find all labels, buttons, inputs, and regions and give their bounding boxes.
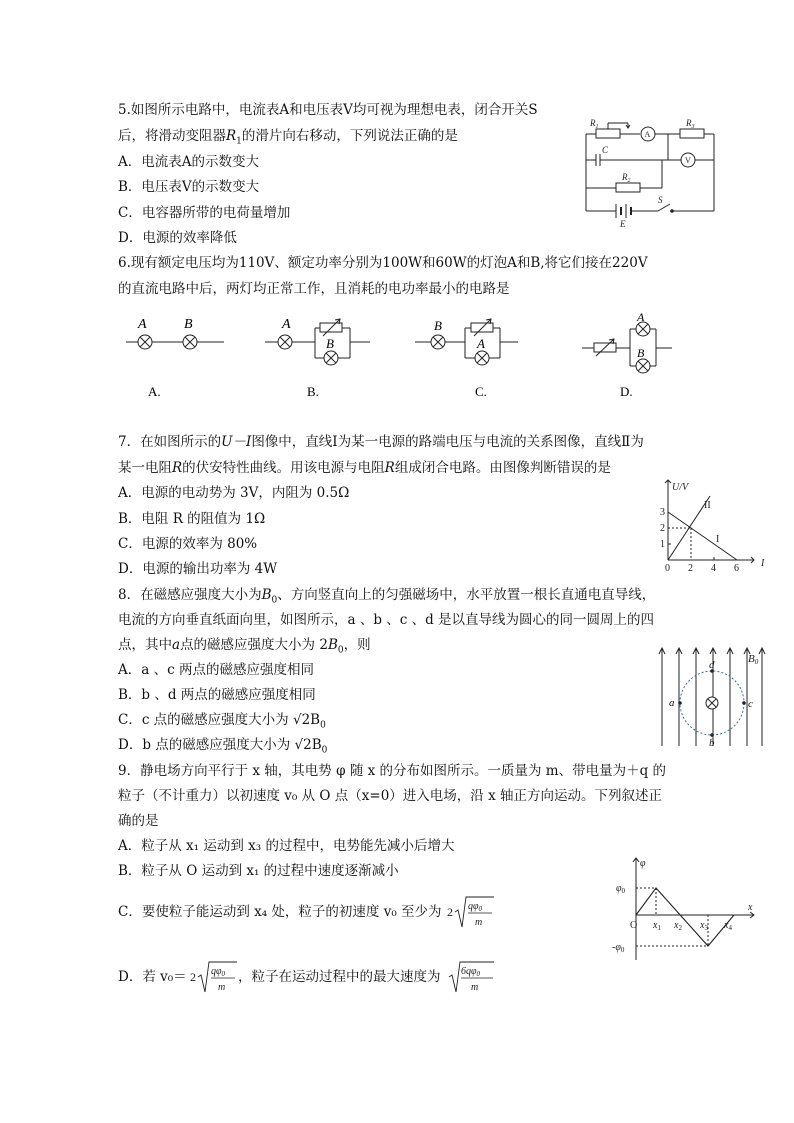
q7-ytick-1: 1	[660, 539, 665, 550]
q9-graph-neg-phi0: $-\varphi_0$	[612, 942, 625, 954]
q8-option-a: A．a 、c 两点的磁感应强度相同	[118, 662, 314, 678]
q9-graph-x4: $x_4$	[724, 920, 732, 932]
q6-label-d: D.	[620, 384, 633, 399]
q8-b0-ref: B	[327, 637, 338, 653]
q6-stem-line2: 的直流电路中后，两灯均正常工作，且消耗的电功率最小的电路是	[118, 281, 510, 297]
q7-ytick-2: 2	[660, 523, 665, 534]
q9-stem-line1: 9．静电场方向平行于 x 轴，其电势 φ 随 x 的分布如图所示。一质量为 m、带电量为＋q 的	[118, 763, 667, 779]
q7-option-b: B．电阻 R 的阻值为 1Ω	[118, 511, 266, 527]
q9-option-d-text2: ，粒子在运动过程中的最大速度为	[238, 969, 441, 985]
q7-stem-line1b: 图像中，直线Ⅰ为某一电源的路端电压与电流的关系图像，直线Ⅱ为	[251, 434, 644, 450]
q8-fig-b0: B0	[748, 653, 759, 666]
q6-stem-line1: 6.现有额定电压均为110V、额定功率分别为100W和60W的灯泡A和B,将它们接在220V	[118, 255, 648, 271]
q9-c-coef: 2	[447, 905, 453, 919]
q7-xtick-0: 0	[665, 563, 670, 574]
q7-option-d: D．电源的输出功率为 4W	[118, 561, 278, 577]
q5-option-d: D．电源的效率降低	[118, 230, 237, 246]
q7-ui: U－I	[221, 434, 252, 450]
q5-circuit-diagram	[578, 118, 728, 230]
q9-option-b: B．粒子从 O 运动到 x₁ 的过程中速度逐渐减小	[118, 863, 399, 879]
q7-xlabel: I	[761, 558, 765, 569]
q7-r2: R	[384, 460, 395, 476]
q7-xtick-4: 4	[711, 563, 716, 574]
q9-option-d-formula2	[448, 959, 498, 997]
q7-stem-line2b: 的伏安特性曲线。用该电源与电阻	[182, 460, 385, 476]
q8-option-d	[118, 736, 327, 760]
q9-option-c	[118, 903, 442, 921]
q7-stem-line1	[118, 433, 644, 451]
q6-label-a: A.	[148, 384, 161, 399]
q5-fig-emf: E	[620, 219, 626, 229]
q5-stem-line2b: 的滑片向右移动，下列说法正确的是	[241, 128, 458, 144]
q7-stem-line2a: 某一电阻	[118, 460, 172, 476]
q8-option-c	[118, 711, 326, 735]
q5-fig-r2: $R_2$	[622, 172, 631, 184]
q5-stem-line2a: 后，将滑动变阻器	[118, 128, 226, 144]
q8-option-c-text: C．c 点的磁感应强度大小为 √2B	[118, 712, 321, 728]
q8-fig-a: a	[669, 697, 675, 709]
q9-stem-line3: 确的是	[118, 813, 159, 829]
q8-magnetic-field-diagram	[652, 642, 770, 750]
q7-ytick-3: 3	[660, 507, 665, 518]
q5-option-b: B．电压表V的示数变大	[118, 179, 260, 195]
q5-option-a: A．电流表A的示数变大	[118, 154, 259, 170]
q9-graph-x2: $x_2$	[674, 920, 682, 932]
q7-xtick-2: 2	[688, 563, 693, 574]
q9-option-d-text1: D．若 v₀＝	[118, 969, 187, 985]
q6-c-lamp2: A	[477, 336, 485, 351]
q9-graph-phi: φ	[640, 858, 646, 869]
q6-a-lamp1: A	[138, 317, 147, 332]
q8-stem-line3a: 点，其中	[118, 637, 172, 653]
q5-fig-voltmeter: V	[685, 156, 691, 165]
q7-stem-line2	[118, 459, 611, 477]
q6-b-lamp1: A	[282, 317, 291, 332]
q8-stem-line1	[118, 586, 655, 610]
q9-option-d-formula1	[189, 959, 239, 997]
q8-stem-line3c: 点的磁感应强度大小为 2	[180, 637, 328, 653]
q9-phi-curve	[636, 888, 734, 946]
q5-var: R	[226, 128, 237, 144]
q6-circuit-a	[126, 335, 224, 349]
q8-option-d-sub: 0	[321, 745, 328, 756]
q6-label-b: B.	[307, 384, 319, 399]
q7-option-c: C．电源的效率为 80%	[118, 536, 258, 552]
q5-fig-capacitor: C	[602, 145, 609, 155]
q9-option-a: A．粒子从 x₁ 运动到 x₃ 的过程中，电势能先减小后增大	[118, 838, 455, 854]
q9-d2-num: $6q\varphi_0$	[461, 966, 481, 978]
q5-fig-r1: $R_1$	[590, 118, 599, 130]
q7-stem-line2c: 组成闭合电路。由图像判断错误的是	[394, 460, 611, 476]
q7-ylabel: U/V	[672, 482, 689, 493]
q9-graph-x1: $x_1$	[653, 920, 661, 932]
q9-c-num: $q\varphi_0$	[468, 901, 483, 913]
q6-d-lamp1: A	[637, 312, 645, 324]
q9-d2-den: m	[471, 982, 479, 993]
q6-circuit-d	[582, 322, 672, 373]
q9-graph-origin: O	[630, 920, 638, 931]
q5-stem-line2	[118, 127, 458, 151]
q6-circuit-options	[120, 312, 680, 402]
q6-a-lamp2: B	[184, 317, 193, 332]
q5-option-c: C．电容器所带的电荷量增加	[118, 205, 291, 221]
q7-xtick-6: 6	[734, 563, 739, 574]
q8-option-d-text: D．b 点的磁感应强度大小为 √2B	[118, 737, 322, 753]
q9-stem-line2: 粒子（不计重力）以初速度 v₀ 从 O 点（x=0）进入电场，沿 x 轴正方向运动。下列叙述正	[118, 788, 662, 804]
q9-d-den: m	[218, 982, 226, 993]
q9-d-num: $q\varphi_0$	[211, 966, 226, 978]
q8-fig-c: c	[748, 698, 753, 710]
q7-line-i	[668, 512, 737, 560]
q6-d-lamp2: B	[637, 346, 645, 360]
q7-stem-line1a: 7．在如图所示的	[118, 434, 222, 450]
q7-ui-graph	[658, 474, 770, 574]
q6-c-lamp1: B	[434, 318, 442, 333]
q9-graph-x: x	[748, 902, 753, 913]
q5-fig-switch: S	[658, 195, 663, 205]
q8-fig-d: d	[709, 659, 715, 671]
q8-b0-sub: 0	[271, 595, 278, 606]
q6-circuit-b	[265, 319, 370, 365]
q9-c-den: m	[475, 917, 483, 928]
q8-b0: B	[261, 587, 272, 603]
q9-option-c-formula	[446, 894, 496, 932]
q8-stem-line3d: ，则	[343, 637, 371, 653]
q5-fig-r3: $R_3$	[686, 118, 695, 130]
q5-var-sub: 1	[236, 136, 242, 147]
q7-r1: R	[172, 460, 183, 476]
q9-graph-phi0: $\varphi_0$	[616, 883, 626, 895]
q5-fig-ammeter: A	[644, 130, 651, 139]
q5-stem-line1: 5.如图所示电路中，电流表A和电压表V均可视为理想电表，闭合开关S	[118, 102, 538, 118]
q8-option-c-sub: 0	[320, 720, 326, 731]
q8-stem-line1b: 、方向竖直向上的匀强磁场中，水平放置一根长直通电直导线，	[277, 587, 656, 603]
q9-d-coef: 2	[190, 970, 196, 984]
q9-potential-graph	[608, 852, 760, 964]
q8-point-a: a	[172, 637, 181, 653]
q9-option-d	[118, 968, 187, 986]
q9-graph-x3: $x_3$	[700, 920, 708, 932]
q9-option-c-text: C．要使粒子能运动到 x₄ 处，粒子的初速度 v₀ 至少为	[118, 904, 442, 920]
q8-stem-line1a: 8．在磁感应强度大小为	[118, 587, 262, 603]
q8-fig-b: b	[709, 737, 715, 749]
q7-option-a: A．电源的电动势为 3V，内阻为 0.5Ω	[118, 485, 350, 501]
q6-label-c: C.	[475, 384, 487, 399]
q8-stem-line2: 电流的方向垂直纸面向里，如图所示，a 、b 、c 、d 是以直导线为圆心的同一圆周上的四	[118, 612, 655, 628]
q7-label-line-ii: II	[704, 500, 711, 511]
q7-label-line-i: I	[716, 534, 720, 545]
q6-b-lamp2: B	[326, 336, 334, 351]
q6-circuit-c	[415, 319, 518, 365]
q8-stem-line3	[118, 636, 371, 660]
q8-b0-ref-sub: 0	[337, 645, 344, 656]
q8-option-b: B．b 、d 两点的磁感应强度相同	[118, 687, 316, 703]
